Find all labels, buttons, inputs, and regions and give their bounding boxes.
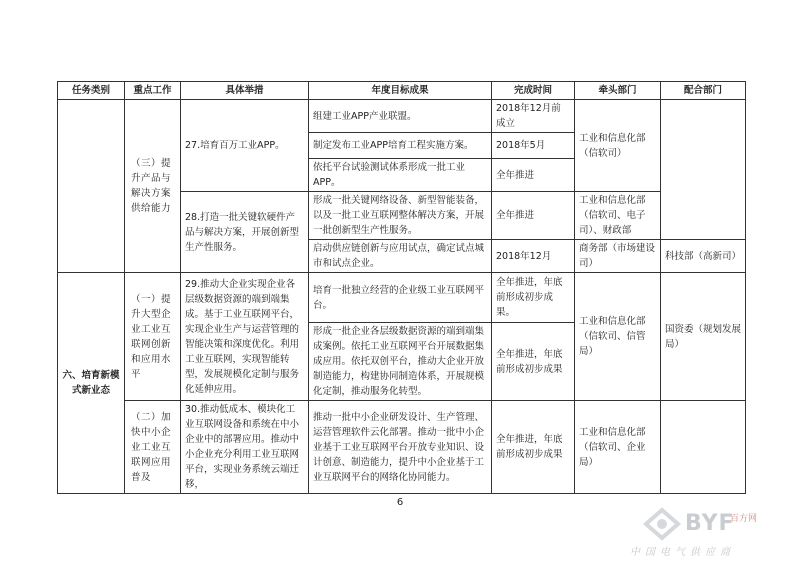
category-cell: 六、培育新模式新业态 — [58, 273, 125, 494]
page-number: 6 — [396, 497, 404, 508]
co-dept-cell-empty — [661, 100, 746, 240]
table-row — [58, 273, 746, 323]
category-cell-empty — [58, 100, 125, 273]
header-co-dept: 配合部门 — [661, 82, 746, 100]
co-dept-cell: 国资委（规划发展局） — [661, 273, 746, 401]
key-work-cell: （一）提升大型企业工业互联网创新和应用水平 — [125, 273, 181, 401]
lead-dept-cell: 工业和信息化部（信软司、信管局） — [575, 273, 661, 401]
goal-cell: 培育一批独立经营的企业级工业互联网平台。 — [309, 273, 492, 323]
goal-cell: 依托平台试验测试体系形成一批工业APP。 — [309, 159, 492, 192]
lead-dept-cell: 工业和信息化部（信软司、企业局） — [575, 401, 661, 494]
goal-cell: 推动一批中小企业研发设计、生产管理、运营管理软件云化部署。推动一批中小企业基于工业互联网平台开放专业知识、设计创意、制造能力，提升中小企业基于工业互联网平台的网络化协同能力。 — [309, 401, 492, 494]
measure-cell: 30.推动低成本、模块化工业互联网设备和系统在中小企业中的部署应用。推动中小企业充分利用工业互联网平台，实现业务系统云端迁移， — [181, 401, 309, 494]
watermark-sub: 百方网 — [730, 514, 758, 524]
key-work-cell: （二）加快中小企业工业互联网应用普及 — [125, 401, 181, 494]
goal-cell: 启动供应链创新与应用试点，确定试点城市和试点企业。 — [309, 240, 492, 273]
measure-cell: 28.打造一批关键软硬件产品与解决方案，开展创新型生产性服务。 — [181, 192, 309, 273]
goal-cell: 制定发布工业APP培育工程实施方案。 — [309, 133, 492, 159]
co-dept-cell: 科技部（高新司） — [661, 240, 746, 273]
deadline-cell: 2018年5月 — [492, 133, 575, 159]
measure-cell: 27.培育百万工业APP。 — [181, 100, 309, 192]
watermark-brand: BYF — [685, 511, 735, 536]
table-header-row — [58, 82, 746, 100]
deadline-cell: 全年推进，年底前形成初步成果。 — [492, 273, 575, 323]
goal-cell: 组建工业APP产业联盟。 — [309, 100, 492, 133]
deadline-cell: 全年推进 — [492, 192, 575, 240]
table-row — [58, 100, 746, 133]
header-lead-dept: 牵头部门 — [575, 82, 661, 100]
goal-cell: 形成一批企业各层级数据资源的端到端集成案例。依托工业互联网平台开展数据集成应用。依托双创平台，推动大企业开放制造能力，构建协同制造体系，开展规模化定制，推动服务化转型。 — [309, 323, 492, 401]
co-dept-cell-empty — [661, 401, 746, 494]
header-deadline: 完成时间 — [492, 82, 575, 100]
lead-dept-cell: 工业和信息化部（信软司、电子司）、财政部 — [575, 192, 661, 240]
deadline-cell: 2018年12月 — [492, 240, 575, 273]
header-goals: 年度目标成果 — [309, 82, 492, 100]
header-measures: 具体举措 — [181, 82, 309, 100]
byf-logo-icon — [642, 507, 682, 541]
watermark — [630, 505, 790, 563]
lead-dept-cell: 商务部（市场建设司） — [575, 240, 661, 273]
header-category: 任务类别 — [58, 82, 125, 100]
deadline-cell: 全年推进，年底前形成初步成果 — [492, 401, 575, 494]
goal-cell: 形成一批关键网络设备、新型智能装备，以及一批工业互联网整体解决方案，开展一批创新型生产性服务。 — [309, 192, 492, 240]
deadline-cell: 全年推进 — [492, 159, 575, 192]
measure-cell: 29.推动大企业实现企业各层级数据资源的端到端集成。基于工业互联网平台，实现企业生产与运营管理的智能决策和深度优化。利用工业互联网，实现智能转型，发展规模化定制与服务化延伸应用。 — [181, 273, 309, 401]
header-key-work: 重点工作 — [125, 82, 181, 100]
deadline-cell: 全年推进，年底前形成初步成果 — [492, 323, 575, 401]
table-row — [58, 401, 746, 494]
task-table — [57, 81, 746, 494]
watermark-tagline: 中国电气供应商 — [630, 547, 735, 558]
lead-dept-cell: 工业和信息化部（信软司） — [575, 100, 661, 192]
deadline-cell: 2018年12月前成立 — [492, 100, 575, 133]
key-work-cell: （三）提升产品与解决方案供给能力 — [125, 100, 181, 273]
